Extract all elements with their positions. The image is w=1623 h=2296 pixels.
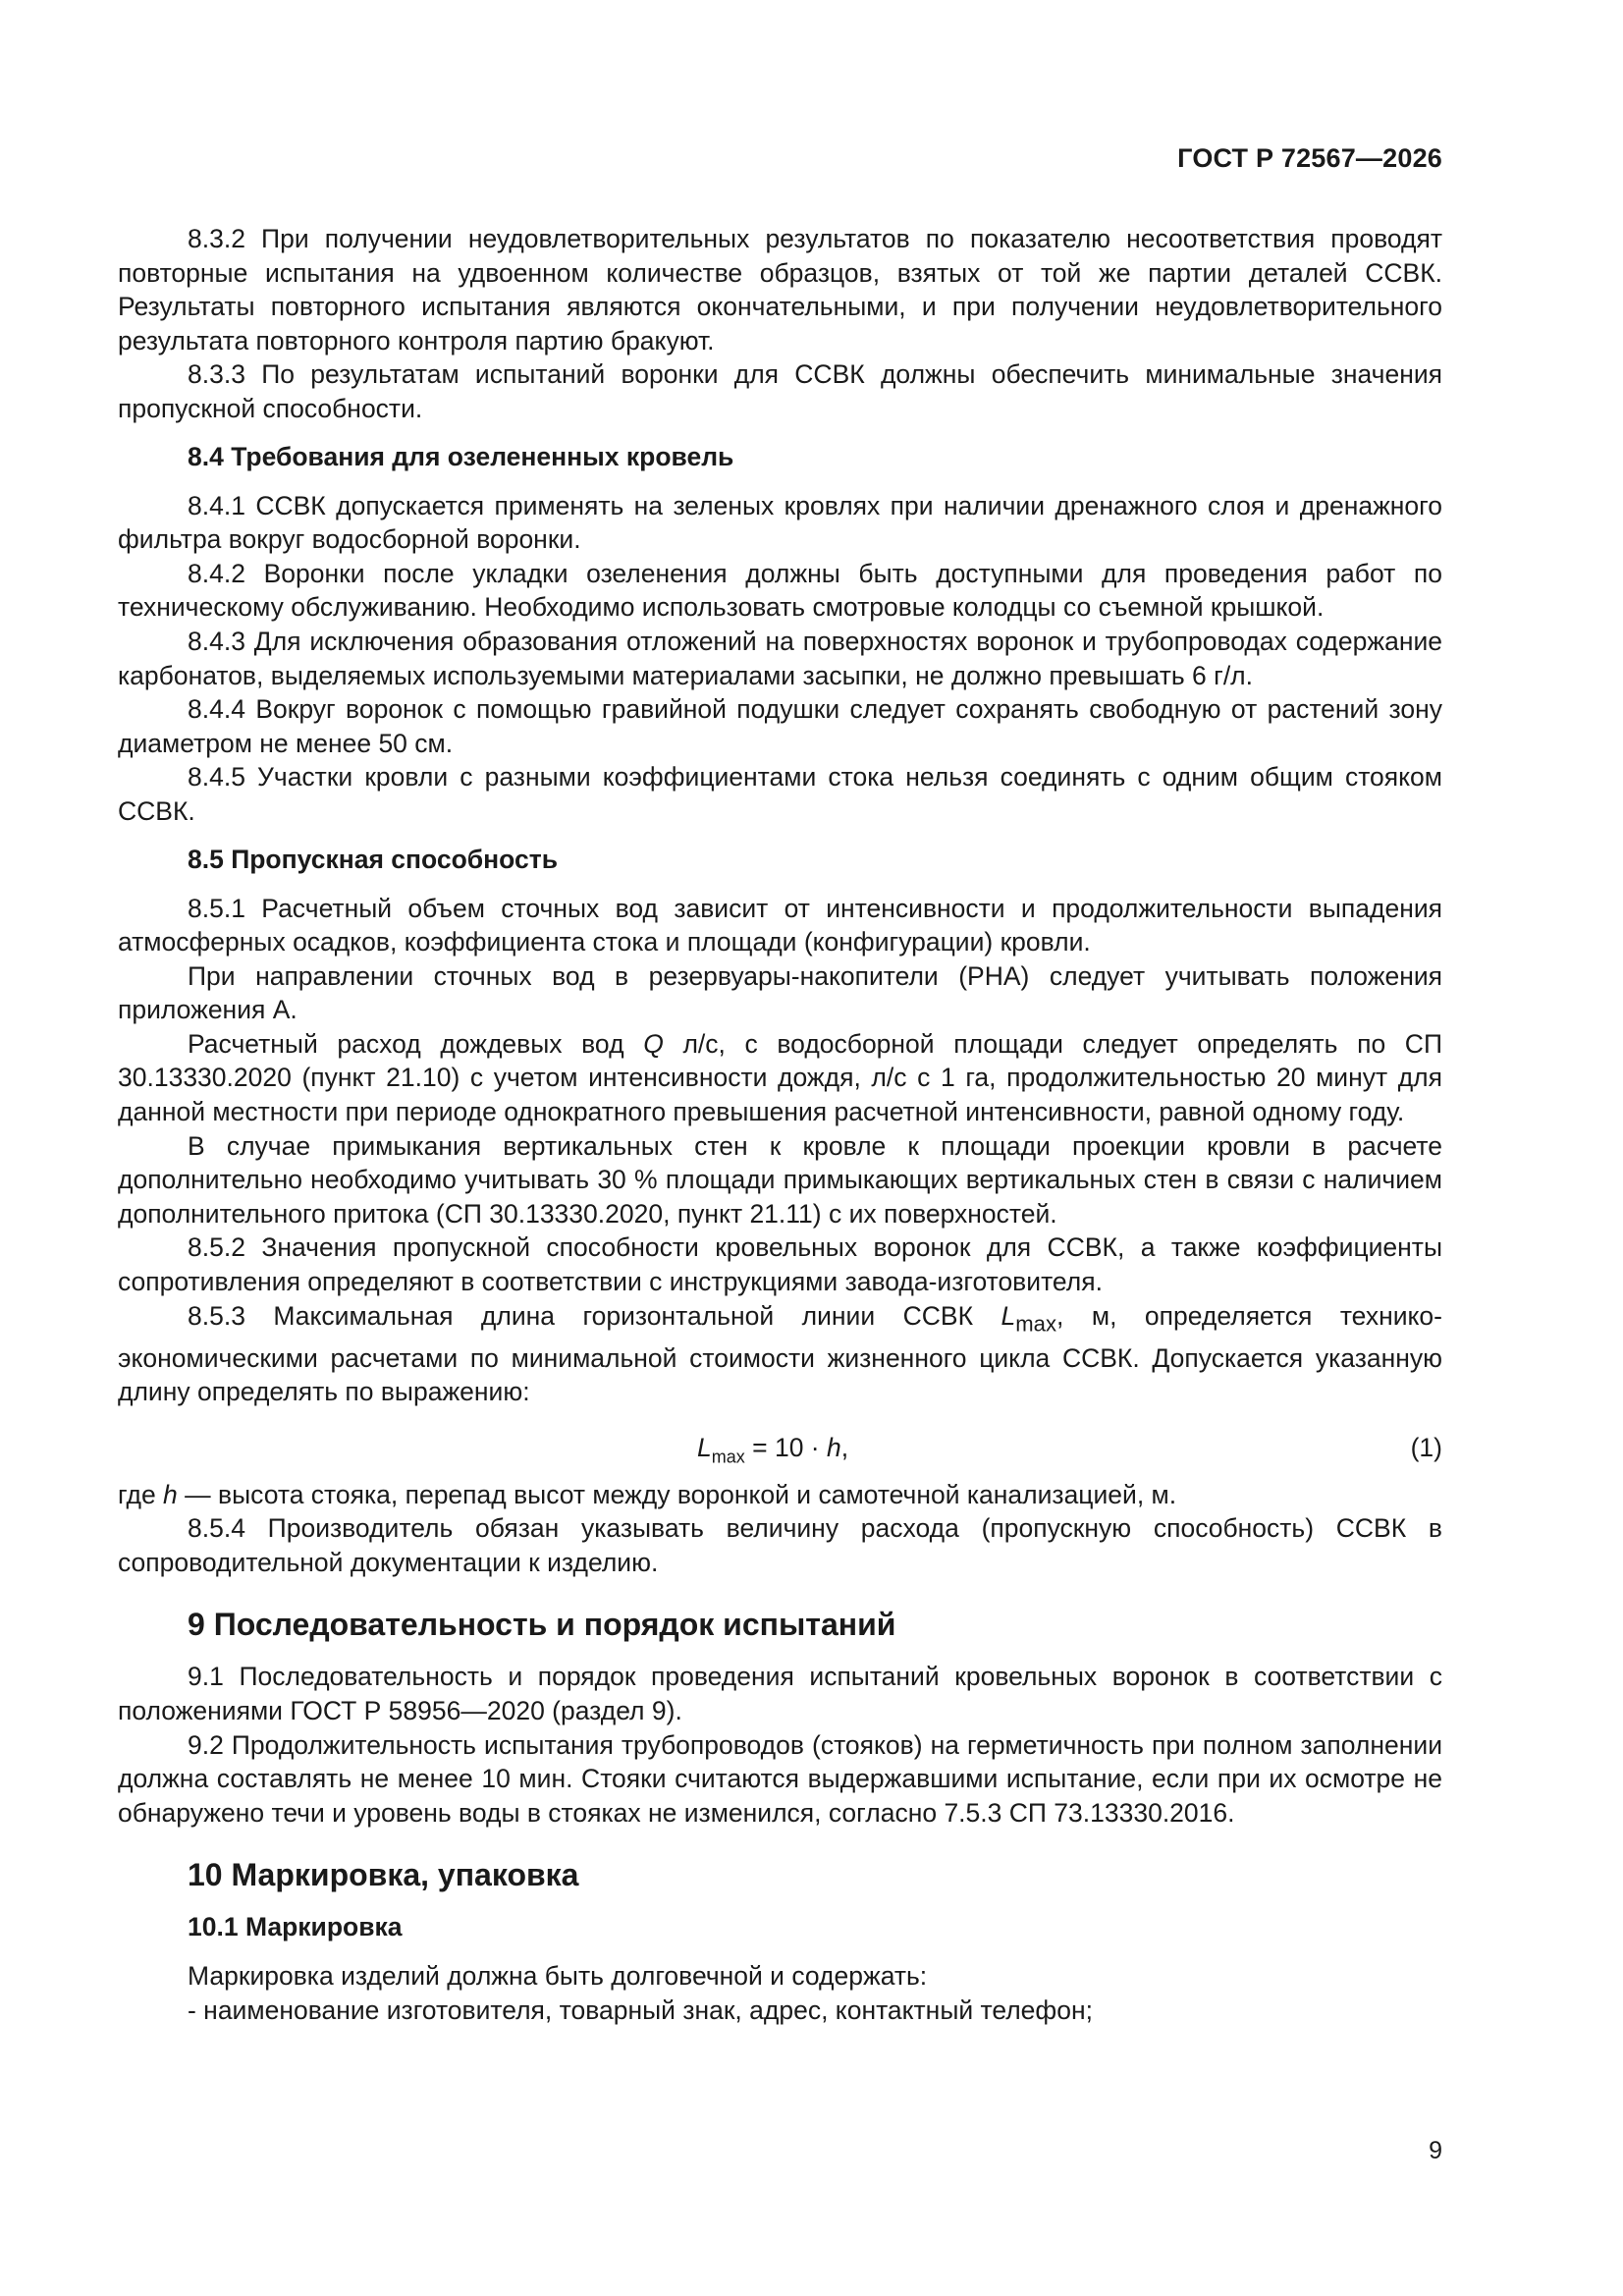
formula-1 [118, 1423, 1442, 1472]
paragraph-8-3-2: 8.3.2 При получении неудовлетворительных результатов по показателю несоответствия проводят повторные испытания на удвоенном количестве образцов, взятых от той же партии деталей ССВК. Результаты повторного испытания являются окончательными, и при получении неудовлетворительного результата повторного контроля партию бракуют. [118, 224, 1442, 355]
paragraph-8-3-3: 8.3.3 По результатам испытаний воронки для ССВК должны обеспечить минимальные значения пропускной способности. [118, 359, 1442, 423]
paragraph-8-5-4: 8.5.4 Производитель обязан указывать величину расхода (пропускную способность) ССВК в сопроводительной документации к изделию. [118, 1513, 1442, 1577]
heading-8-4: 8.4 Требования для озелененных кровель [188, 441, 734, 471]
paragraph-8-5-1-flow: Расчетный расход дождевых вод Q л/с, с водосборной площади следует определять по СП 30.13330.2020 (пункт 21.10) с учетом интенсивности дождя, л/с с 1 га, продолжительностью 20 минут для данной местности при периоде однократного превышения расчетной интенсивности, равной одному году. [118, 1028, 1442, 1127]
paragraph-8-4-5: 8.4.5 Участки кровли с разными коэффициентами стока нельзя соединять с одним общим стояком ССВК. [118, 762, 1442, 826]
page-number: 9 [1429, 2137, 1442, 2164]
paragraph-8-4-4: 8.4.4 Вокруг воронок с помощью гравийной подушки следует сохранять свободную от растений зону диаметром не менее 50 см. [118, 694, 1442, 758]
paragraph-8-5-1-walls: В случае примыкания вертикальных стен к кровле к площади проекции кровли в расчете дополнительно необходимо учитывать 30 % площади примыкающих вертикальных стен в связи с наличием дополнительного притока (СП 30.13330.2020, пункт 21.11) с их поверхностей. [118, 1130, 1442, 1229]
paragraph-9-1: 9.1 Последовательность и порядок проведения испытаний кровельных воронок в соответствии с положениями ГОСТ Р 58956—2020 (раздел 9). [118, 1662, 1442, 1726]
heading-section-10: 10 Маркировка, упаковка [188, 1857, 579, 1893]
formula-expression: $L_{max} = 10 \cdot h$, [697, 1432, 849, 1466]
document-code: ГОСТ Р 72567—2026 [1177, 143, 1442, 173]
heading-10-1: 10.1 Маркировка [188, 1912, 403, 1942]
paragraph-8-4-2: 8.4.2 Воронки после укладки озеленения должны быть доступными для проведения работ по техническому обслуживанию. Необходимо использовать смотровые колодцы со съемной крышкой. [118, 558, 1442, 623]
list-item-manufacturer: - наименование изготовителя, товарный знак, адрес, контактный телефон; [188, 1995, 1093, 2026]
paragraph-8-5-1-rha: При направлении сточных вод в резервуары-накопители (РНА) следует учитывать положения приложения А. [118, 960, 1442, 1025]
heading-section-9: 9 Последовательность и порядок испытаний [188, 1607, 896, 1643]
heading-8-5: 8.5 Пропускная способность [188, 844, 559, 874]
paragraph-8-4-1: 8.4.1 ССВК допускается применять на зеленых кровлях при наличии дренажного слоя и дренажного фильтра вокруг водосборной воронки. [118, 490, 1442, 555]
document-body [118, 222, 1442, 2028]
paragraph-8-4-3: 8.4.3 Для исключения образования отложений на поверхностях воронок и трубопроводах содержание карбонатов, выделяемых используемыми материалами засыпки, не должно превышать 6 г/л. [118, 626, 1442, 690]
paragraph-8-5-1: 8.5.1 Расчетный объем сточных вод зависит от интенсивности и продолжительности выпадения атмосферных осадков, коэффициента стока и площади (конфигурации) кровли. [118, 893, 1442, 957]
paragraph-10-1-intro: Маркировка изделий должна быть долговечной и содержать: [188, 1961, 928, 1992]
formula-explanation: где h — высота стояка, перепад высот между воронкой и самотечной канализацией, м. [118, 1479, 1177, 1509]
paragraph-8-5-2: 8.5.2 Значения пропускной способности кровельных воронок для ССВК, а также коэффициенты сопротивления определяют в соответствии с инструкциями завода-изготовителя. [118, 1232, 1442, 1297]
formula-number: (1) [1410, 1432, 1442, 1462]
paragraph-9-2: 9.2 Продолжительность испытания трубопроводов (стояков) на герметичность при полном заполнении должна составлять не менее 10 мин. Стояки считаются выдержавшими испытание, если при их осмотре не обнаружено течи и уровень воды в стояках не изменился, согласно 7.5.3 СП 73.13330.2016. [118, 1729, 1442, 1828]
paragraph-8-5-3: 8.5.3 Максимальная длина горизонтальной линии ССВК $L_{max}$, м, определяется технико-экономическими расчетами по минимальной стоимости жизненного цикла ССВК. Допускается указанную длину определять по выражению: [118, 1300, 1442, 1407]
